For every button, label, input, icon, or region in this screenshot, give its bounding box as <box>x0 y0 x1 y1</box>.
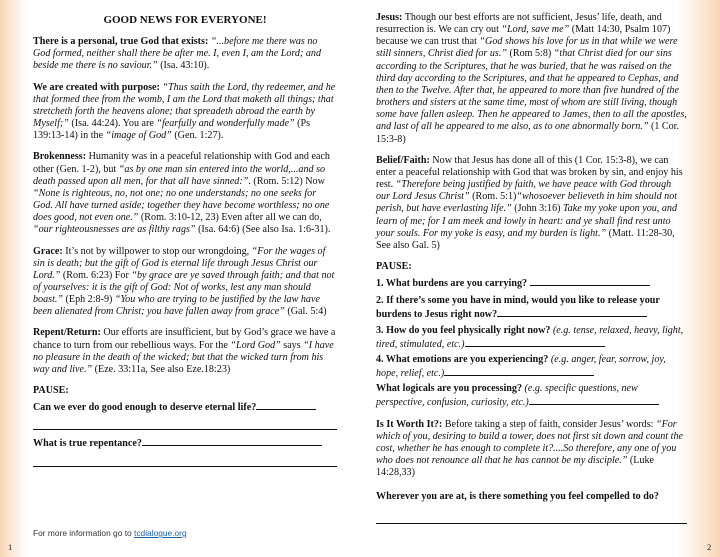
scripture-quote: “Lord God” <box>230 339 281 351</box>
scripture-quote: “as by one man sin entered into the world,...and so death passed upon all men, for that all have sinned:” <box>33 163 326 187</box>
question-compelled <box>376 491 687 503</box>
paragraph-repent-return <box>33 327 337 376</box>
body-text: . (Rom. 5:12) Now <box>248 175 325 187</box>
pause-heading <box>33 385 337 397</box>
paragraph-label: Repent/Return: <box>33 327 101 339</box>
question-hint: (e.g. tense, relaxed, heavy, light, tired, stimulated, etc.) <box>376 324 684 350</box>
body-text: It’s not by willpower to stop our wrongdoing, <box>62 245 252 257</box>
paragraph-label: Jesus: <box>376 12 403 23</box>
body-text: (Rom 5:8) <box>506 48 554 60</box>
scripture-quote: “fearfully and wonderfully made” <box>156 118 295 130</box>
scripture-quote: “For which of you, desiring to build a tower, does not first sit down and count the cost, whether he has enough to complete it?....So therefore, any one of you who does not renounce all that he has cannot be my disciple.” <box>376 418 684 466</box>
paragraph-is-it-worth-it <box>376 419 687 480</box>
question-text: What logicals are you processing? <box>376 383 522 395</box>
answer-line[interactable] <box>33 417 337 430</box>
answer-blank[interactable] <box>142 436 322 446</box>
page-number: 2 <box>707 542 712 552</box>
answer-line[interactable] <box>376 511 687 524</box>
scripture-quote: “Therefore being justified by faith, we have peace with God through our Lord Jesus Christ” <box>376 179 672 203</box>
body-text: (Rom. 3:10-12, 23) Even after all we can do, <box>138 212 322 224</box>
paragraph-label: Belief/Faith: <box>376 154 430 166</box>
footer-text: For more information go to <box>33 528 135 538</box>
body-text: (Luke 14:28,33) <box>376 455 654 479</box>
footer <box>33 528 187 538</box>
pause-heading <box>376 261 687 273</box>
scripture-quote: “You who are trying to be justified by the law have been alienated from Christ; you have fallen away from grace” <box>33 294 320 318</box>
body-text: (Rom. 5:1) <box>469 191 517 203</box>
scripture-quote: “our righteousnesses are as filthy rags” <box>33 224 196 236</box>
answer-blank[interactable] <box>444 366 594 376</box>
body-text: Before taking a step of faith, consider Jesus’ words: <box>442 418 656 430</box>
body-text: (Matt. 11:28-30, See also Gal. 5) <box>376 227 675 251</box>
question-text: What is true repentance? <box>33 438 142 450</box>
question-text: 2. If there’s some you have in mind, would you like to release your burdens to Jesus right now? <box>376 295 660 321</box>
question-hint: (e.g. specific questions, new perspective, confusion, curiosity, etc.) <box>376 383 638 409</box>
scripture-quote: “...before me there was no God formed, neither shall there be after me. I, even I, am the Lord; and beside me there is no saviour.” <box>33 36 321 72</box>
right-page <box>360 0 720 557</box>
left-page-column <box>33 14 337 471</box>
page-number: 1 <box>8 542 13 552</box>
answer-blank[interactable] <box>529 395 659 405</box>
scripture-quote: “whosoever believeth in him should not perish, but have everlasting life.” <box>376 191 678 215</box>
paragraph-label: There is a personal, true God that exists: <box>33 36 209 48</box>
question-text: Wherever you are at, is there something you feel compelled to do? <box>376 491 659 503</box>
scripture-quote: “Thus saith the Lord, thy redeemer, and he that formed thee from the womb, I am the Lord that maketh all things; that stretcheth forth the heavens alone; that spreadeth abroad the earth by Myself;” <box>33 81 336 130</box>
body-text: (Gal. 5:4) <box>284 306 327 318</box>
answer-blank[interactable] <box>256 400 316 410</box>
scripture-reference: (Isa. 43:10). <box>157 60 210 72</box>
scripture-quote: “image of God” <box>105 130 172 142</box>
body-text: Our efforts are insufficient, but by God’s grace we have a chance to turn from our rebellious ways. For the <box>33 327 336 351</box>
body-text: (John 3:16) <box>511 203 563 215</box>
body-text: (Eph 2:8-9) <box>63 294 115 306</box>
body-text: Now that Jesus has done all of this (1 Cor. 15:3-8), we can enter a peaceful relationship with God that was broken by sin, and enjoy his rest. <box>376 154 683 191</box>
scripture-quote: “None is righteous, no, not one; no one understands; no one seeks for God. All have turned aside; together they have become worthless; no one does good, not even one.” <box>33 187 330 224</box>
question-hint: (e.g. anger, fear, sorrow, joy, hope, relief, etc.) <box>376 353 666 380</box>
answer-line[interactable] <box>33 454 337 467</box>
body-text: (Isa. 44:24). You are <box>68 118 157 130</box>
answer-blank[interactable] <box>530 276 650 286</box>
answer-blank[interactable] <box>497 307 647 317</box>
question-burdens <box>376 276 687 290</box>
question-text: 4. What emotions are you experiencing? <box>376 353 549 365</box>
scripture-quote: Take my yoke upon you, and learn of me; for I am meek and lowly in heart: and ye shall find rest unto your souls. For my yoke is easy, and my burden is light.” <box>376 203 677 239</box>
body-text: Though our best efforts are not sufficient, Jesus’ life, death, and resurrection is. We can cry out <box>376 12 662 36</box>
paragraph-label: Brokenness: <box>33 151 87 163</box>
body-text: (Gen. 1:27). <box>171 130 224 142</box>
scripture-quote: “that Christ died for our sins according to the Scriptures, that he was buried, that he was raised on the third day according to the Scriptures, and that he appeared to Cephas, and then to the Twelve. After that, he appeared to more than five hundred of the brothers and sisters at the same time, most of whom are still living, though some have fallen asleep. Then he appeared to James, then to all the apostles, and last of all he appeared to me also, as to one abnormally born.” <box>376 48 687 133</box>
question-text: 1. What burdens are you carrying? <box>376 278 528 290</box>
paragraph-label: We are created with purpose: <box>33 81 160 93</box>
pause-label: PAUSE: <box>33 385 69 397</box>
paragraph-created-with-purpose <box>33 82 337 143</box>
question-text: Can we ever do good enough to deserve eternal life? <box>33 402 257 414</box>
paragraph-personal-god <box>33 36 337 72</box>
right-page-column <box>376 12 687 528</box>
body-text: (1 Cor. 15:3-8) <box>376 121 679 145</box>
question-emotions <box>376 354 687 380</box>
question-release-burdens <box>376 295 687 321</box>
paragraph-label: Is It Worth It?: <box>376 418 443 430</box>
body-text: (Rom. 6:23) For <box>60 269 132 281</box>
question-physical <box>376 325 687 351</box>
paragraph-belief-faith <box>376 155 687 252</box>
question-logicals <box>376 383 687 409</box>
paragraph-grace <box>33 246 337 319</box>
page-title: GOOD NEWS FOR EVERYONE! <box>103 14 267 26</box>
scripture-quote: “by grace are ye saved through faith; and that not of yourselves: it is the gift of God: Not of works, lest any man should boast.” <box>33 269 335 306</box>
paragraph-brokenness <box>33 151 337 236</box>
body-text: (Isa. 64:6) (See also Isa. 1:6-31). <box>195 224 331 236</box>
body-text: (Eze. 33:11a, See also Eze.18:23) <box>92 363 231 375</box>
scripture-quote: “Lord, save me” <box>501 24 570 36</box>
body-text: says <box>280 339 304 351</box>
scripture-quote: “God shows his love for us in that while we were still sinners, Christ died for us.” <box>376 36 678 60</box>
question-eternal-life <box>33 400 337 414</box>
answer-blank[interactable] <box>465 337 605 347</box>
scripture-quote: “For the wages of sin is death; but the gift of God is eternal life through Jesus Christ our Lord.” <box>33 245 326 281</box>
paragraph-label: Grace: <box>33 245 63 257</box>
pause-label: PAUSE: <box>376 260 412 272</box>
question-text: 3. How do you feel physically right now? <box>376 324 551 336</box>
scripture-quote: “I have no pleasure in the death of the wicked; but that the wicked turn from his way and live.” <box>33 339 334 375</box>
body-text: (Ps 139:13-14) in the <box>33 118 311 142</box>
question-repentance <box>33 436 337 450</box>
body-text: Humanity was in a peaceful relationship with God and each other (Gen. 1-2), but <box>33 151 330 175</box>
paragraph-jesus <box>376 12 687 146</box>
body-text: (Matt 14:30, Psalm 107) because we can trust that <box>376 24 671 48</box>
footer-link[interactable]: tcdialogue.org <box>134 528 187 538</box>
